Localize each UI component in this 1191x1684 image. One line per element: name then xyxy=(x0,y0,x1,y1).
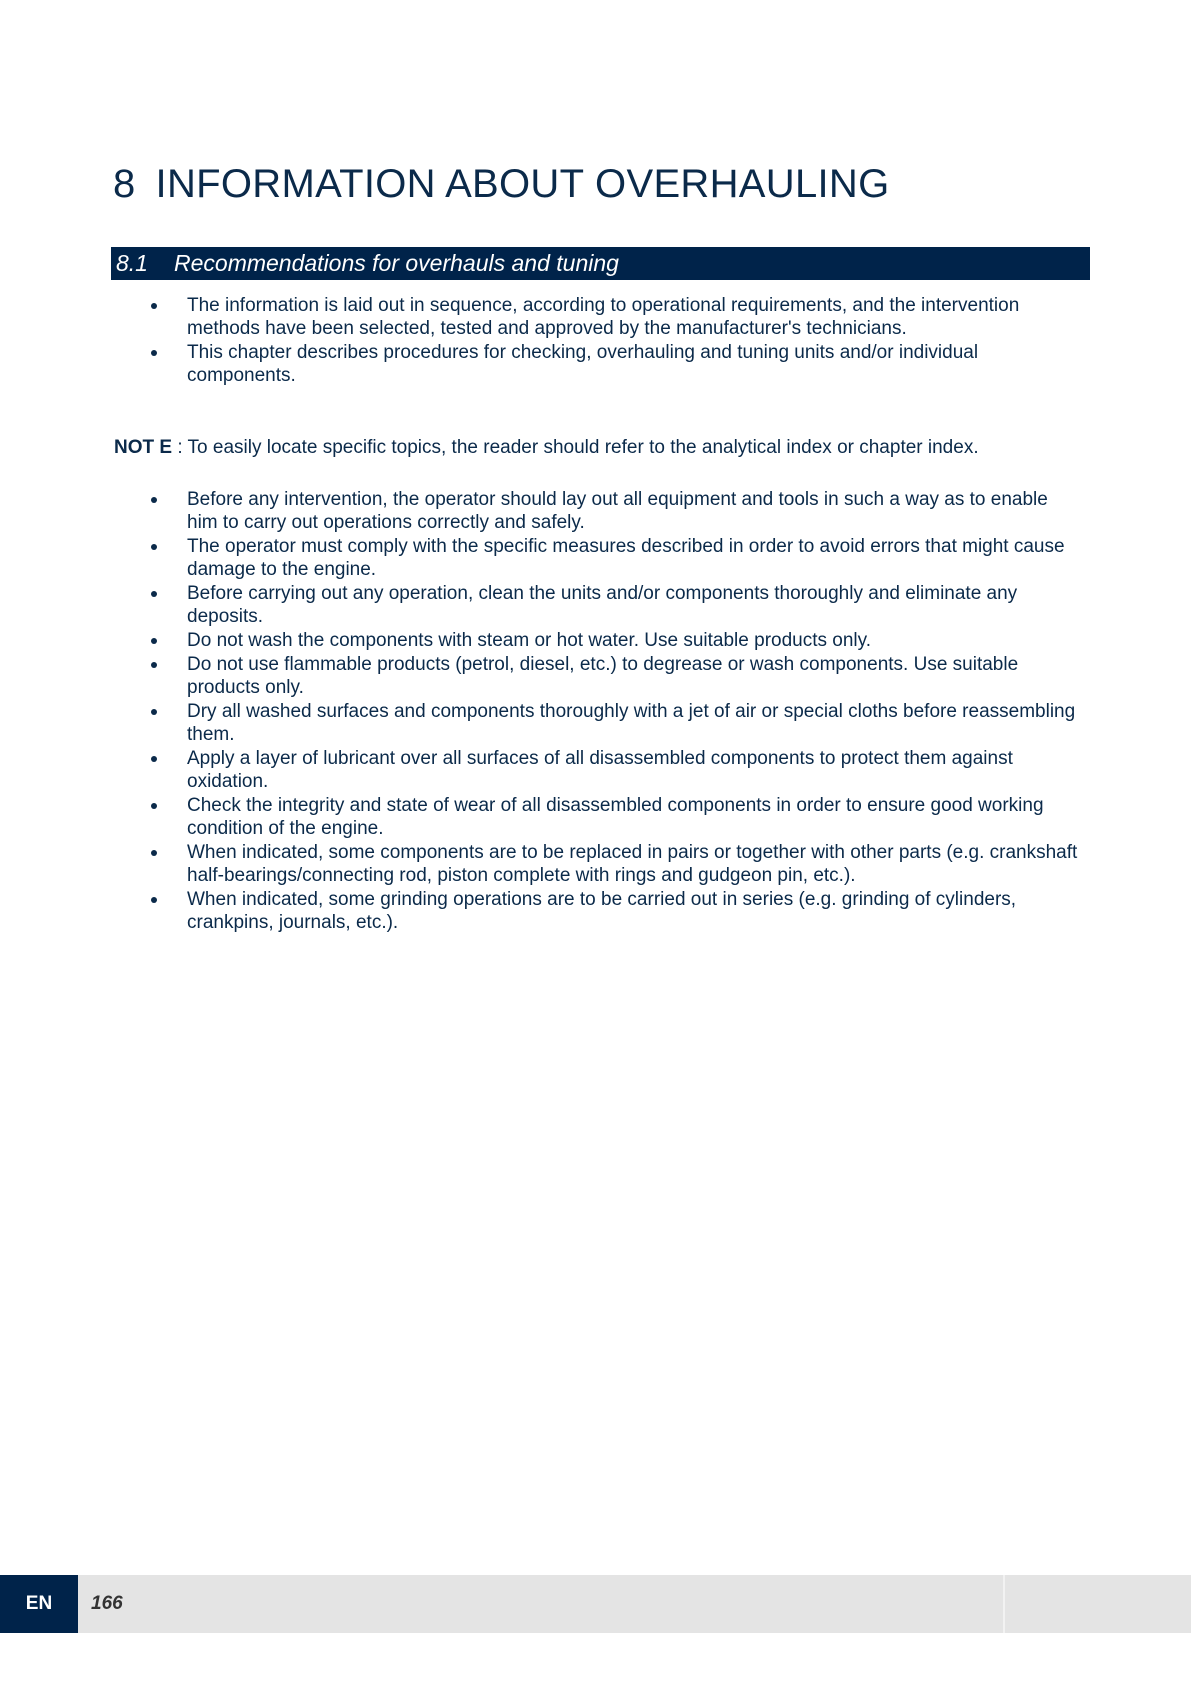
bullet-icon xyxy=(151,897,157,903)
bullet-icon xyxy=(151,638,157,644)
list-item xyxy=(0,294,1191,340)
bullet-icon xyxy=(151,756,157,762)
procedure-bullet-list xyxy=(0,488,1191,935)
section-title: Recommendations for overhauls and tuning xyxy=(174,250,619,276)
list-item-text: Before any intervention, the operator should lay out all equipment and tools in such a way as to enable him to carry out operations correctly and safely. xyxy=(187,489,1048,533)
list-item xyxy=(0,700,1191,746)
section-number: 8.1 xyxy=(116,250,148,276)
list-item xyxy=(0,582,1191,628)
list-item xyxy=(0,341,1191,387)
list-item-text: Do not use flammable products (petrol, diesel, etc.) to degrease or wash components. Use suitable products only. xyxy=(187,654,1019,698)
note xyxy=(114,436,979,459)
list-item-text: Check the integrity and state of wear of all disassembled components in order to ensure good working condition of the engine. xyxy=(187,795,1044,839)
section-header xyxy=(111,247,1090,280)
list-item xyxy=(0,747,1191,793)
list-item-text: When indicated, some components are to be replaced in pairs or together with other parts (e.g. crankshaft half-bearings/connecting rod, piston complete with rings and gudgeon pin, etc.). xyxy=(187,842,1078,886)
note-label: NOT E xyxy=(114,437,173,458)
bullet-icon xyxy=(151,709,157,715)
list-item-text: Do not wash the components with steam or hot water. Use suitable products only. xyxy=(187,630,871,651)
bullet-icon xyxy=(151,803,157,809)
chapter-number: 8 xyxy=(113,162,136,206)
list-item-text: The information is laid out in sequence, according to operational requirements, and the intervention methods have been selected, tested and approved by the manufacturer's technicians. xyxy=(187,295,1020,339)
bullet-icon xyxy=(151,591,157,597)
list-item-text: This chapter describes procedures for checking, overhauling and tuning units and/or individual components. xyxy=(187,342,979,386)
chapter-title xyxy=(113,162,890,207)
chapter-title-text: INFORMATION ABOUT OVERHAULING xyxy=(155,162,890,206)
list-item-text: Apply a layer of lubricant over all surfaces of all disassembled components to protect them against oxidation. xyxy=(187,748,1013,792)
bullet-icon xyxy=(151,303,157,309)
list-item-text: When indicated, some grinding operations are to be carried out in series (e.g. grinding of cylinders, crankpins, journals, etc.). xyxy=(187,889,1017,933)
list-item xyxy=(0,629,1191,652)
list-item xyxy=(0,794,1191,840)
language-badge: EN xyxy=(0,1575,78,1633)
bullet-icon xyxy=(151,544,157,550)
list-item xyxy=(0,841,1191,887)
intro-bullet-list xyxy=(0,294,1191,388)
list-item xyxy=(0,535,1191,581)
footer-divider xyxy=(1003,1575,1005,1633)
bullet-icon xyxy=(151,497,157,503)
list-item-text: Dry all washed surfaces and components thoroughly with a jet of air or special cloths before reassembling them. xyxy=(187,701,1076,745)
bullet-icon xyxy=(151,662,157,668)
note-text: : To easily locate specific topics, the reader should refer to the analytical index or chapter index. xyxy=(172,437,979,458)
list-item-text: The operator must comply with the specific measures described in order to avoid errors that might cause damage to the engine. xyxy=(187,536,1065,580)
page-footer xyxy=(0,1575,1191,1633)
page-number: 166 xyxy=(91,1593,123,1614)
list-item xyxy=(0,888,1191,934)
list-item xyxy=(0,488,1191,534)
list-item-text: Before carrying out any operation, clean the units and/or components thoroughly and eliminate any deposits. xyxy=(187,583,1018,627)
bullet-icon xyxy=(151,850,157,856)
list-item xyxy=(0,653,1191,699)
bullet-icon xyxy=(151,350,157,356)
